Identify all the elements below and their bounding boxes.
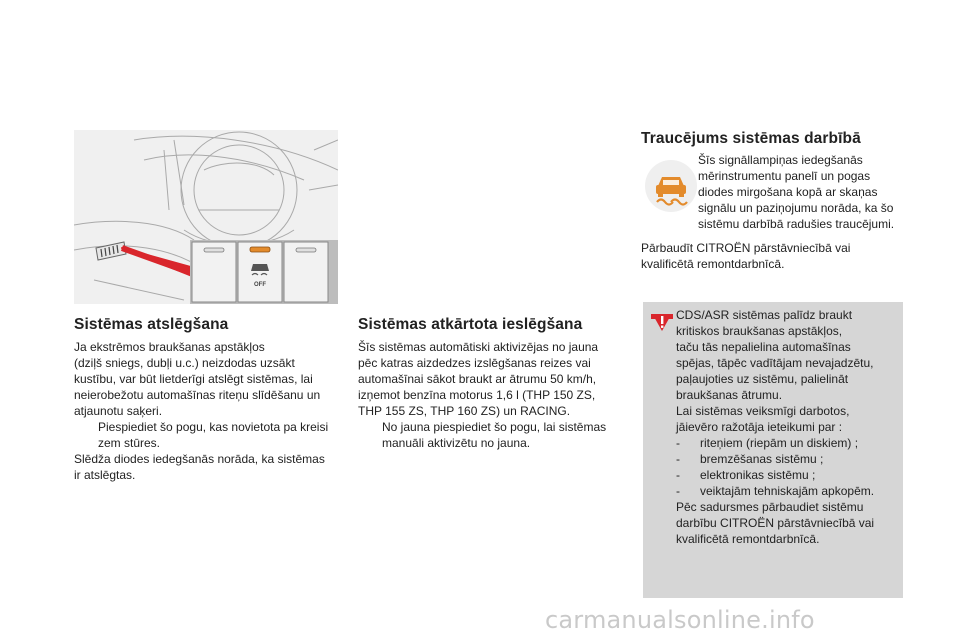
text-line: Šīs sistēmas automātiski aktivizējas no jauna	[358, 340, 599, 354]
watermark-text: carmanualsonline.info	[545, 606, 815, 634]
notice-text	[676, 307, 898, 547]
dash-list-item	[676, 483, 898, 499]
text-line: izņemot benzīna motorus 1,6 l (THP 150 ZS,	[358, 388, 596, 402]
text-line: jāievēro ražotāja ieteikumi par :	[676, 420, 843, 434]
text-line: diodes mirgošana kopā ar skaņas	[698, 185, 878, 199]
bullet-line: zem stūres.	[98, 436, 161, 450]
dash-mark: -	[676, 484, 680, 498]
text-line: mērinstrumentu panelī un pogas	[698, 169, 871, 183]
dash-item-text: riteņiem (riepām un diskiem) ;	[700, 436, 859, 450]
text-line: Pēc sadursmes pārbaudiet sistēmu	[676, 500, 864, 514]
notice-box	[643, 302, 903, 598]
text-line: Pārbaudīt CITROËN pārstāvniecībā vai	[641, 241, 851, 255]
dash-item-text: veiktajām tehniskajām apkopēm.	[700, 484, 875, 498]
dash-list-item	[676, 435, 898, 451]
dash-item-text: elektronikas sistēmu ;	[700, 468, 816, 482]
section-body-disable	[74, 339, 344, 483]
text-line: paļaujoties uz sistēmu, palielināt	[676, 372, 849, 386]
bullet-line: manuāli aktivizētu no jauna.	[382, 436, 531, 450]
bullet-line: Piespiediet šo pogu, kas novietota pa kreisi	[98, 420, 329, 434]
dash-mark: -	[676, 468, 680, 482]
text-line: automašīnai sākot braukt ar ātrumu 50 km/h,	[358, 372, 597, 386]
bullet-line: No jauna piespiediet šo pogu, lai sistēmas	[382, 420, 607, 434]
check-dealer-text	[641, 240, 906, 272]
exclamation-warning-icon	[651, 312, 673, 332]
text-line: kvalificētā remontdarbnīcā.	[676, 532, 820, 546]
dash-list-item	[676, 467, 898, 483]
bullet-mark-icon	[358, 419, 382, 451]
text-line: CDS/ASR sistēmas palīdz braukt	[676, 308, 853, 322]
text-line: sistēmu darbībā radušies traucējumi.	[698, 217, 895, 231]
dashboard-drawing	[74, 130, 338, 304]
text-line: THP 155 ZS, THP 160 ZS) un RACING.	[358, 404, 571, 418]
dashboard-illustration	[74, 130, 338, 304]
section-body-reenable	[358, 339, 626, 451]
text-line: kvalificētā remontdarbnīcā.	[641, 257, 785, 271]
dash-mark: -	[676, 452, 680, 466]
section-title-disable: Sistēmas atslēgšana	[74, 316, 229, 333]
off-badge-text: OFF	[254, 282, 266, 288]
text-line: signālu un paziņojumu norāda, ka šo	[698, 201, 894, 215]
traction-control-warning-icon	[643, 158, 699, 214]
text-line: neierobežotu automašīnas riteņu slīdēšanu un	[74, 388, 321, 402]
dash-item-text: bremzēšanas sistēmu ;	[700, 452, 824, 466]
text-line: (dziļš sniegs, dubļi u.c.) neizdodas uzsākt	[74, 356, 295, 370]
text-line: kritiskos braukšanas apstākļos,	[676, 324, 843, 338]
text-line: Lai sistēmas veiksmīgi darbotos,	[676, 404, 850, 418]
text-line: darbību CITROËN pārstāvniecībā vai	[676, 516, 875, 530]
text-line: atjaunotu saķeri.	[74, 404, 163, 418]
dash-list-item	[676, 451, 898, 467]
section-title-fault: Traucējums sistēmas darbībā	[641, 130, 861, 147]
text-line: Slēdža diodes iedegšanās norāda, ka sistēmas	[74, 452, 325, 466]
bullet-item	[74, 419, 344, 451]
warning-lamp-description	[698, 152, 908, 232]
text-line: taču tās nepalielina automašīnas	[676, 340, 851, 354]
dash-mark: -	[676, 436, 680, 450]
text-line: Šīs signāllampiņas iedegšanās	[698, 153, 863, 167]
text-line: Ja ekstrēmos braukšanas apstākļos	[74, 340, 265, 354]
bullet-item	[358, 419, 626, 451]
text-line: ir atslēgtas.	[74, 468, 136, 482]
section-title-reenable: Sistēmas atkārtota ieslēgšana	[358, 316, 583, 333]
text-line: pēc katras aizdedzes izslēgšanas reizes vai	[358, 356, 591, 370]
text-line: spējas, tāpēc vadītājam nevajadzētu,	[676, 356, 874, 370]
button-panel	[192, 242, 328, 302]
text-line: braukšanas ātrumu.	[676, 388, 783, 402]
bullet-mark-icon	[74, 419, 98, 451]
text-line: kustību, var būt lietderīgi atslēgt sistēmas, lai	[74, 372, 313, 386]
